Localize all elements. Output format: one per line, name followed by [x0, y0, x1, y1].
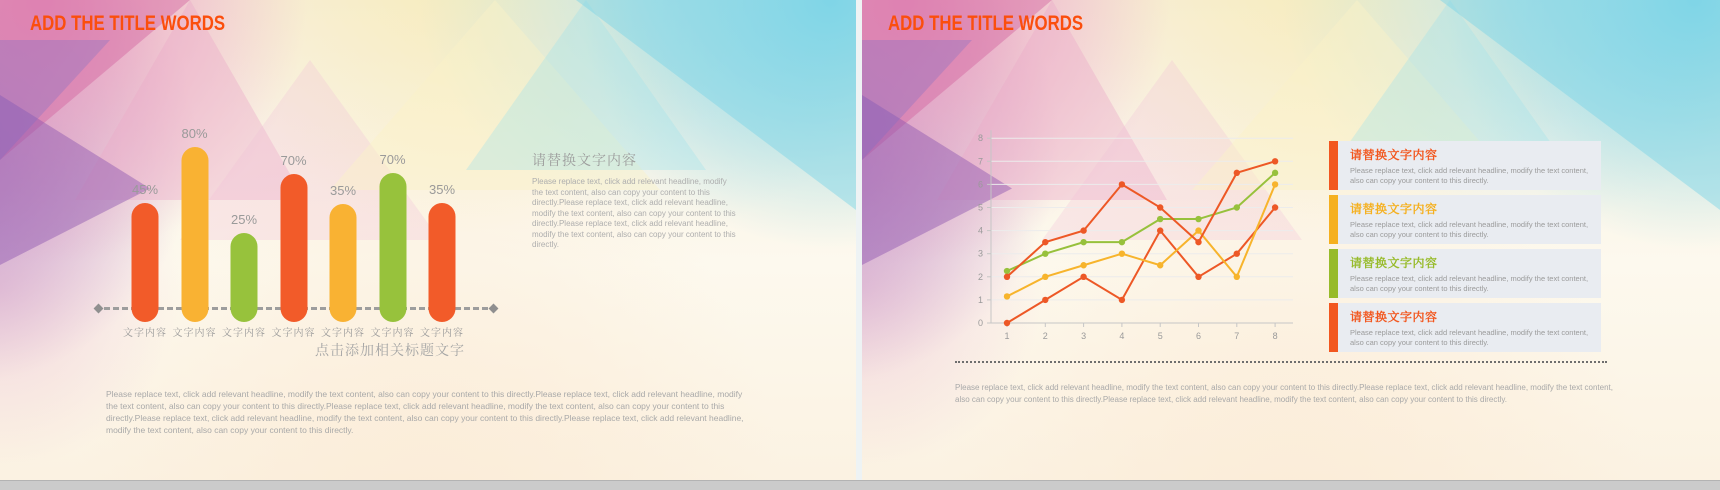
data-point — [1157, 216, 1163, 222]
data-point — [1272, 204, 1278, 210]
x-axis-label: 7 — [1234, 331, 1240, 341]
data-point — [1272, 158, 1278, 164]
x-axis-label: 2 — [1042, 331, 1048, 341]
card-body-text: Please replace text, click add relevant headline, modify the text content, also can copy your content to this directly. — [1350, 220, 1589, 239]
data-point — [1004, 274, 1010, 280]
y-axis-label: 5 — [977, 202, 983, 213]
legend-cards — [1329, 141, 1601, 352]
bar-value-label: 35% — [428, 182, 456, 197]
side-text-block[interactable] — [532, 150, 736, 251]
card-body-text: Please replace text, click add relevant headline, modify the text content, also can copy your content to this directly. — [1350, 166, 1589, 185]
data-point — [1119, 297, 1125, 303]
y-axis-label: 2 — [977, 271, 983, 282]
bottom-paragraph[interactable]: Please replace text, click add relevant headline, modify the text content, also can copy your content to this directly.Please replace text, click add relevant headline, modify the text content, also can copy your content to this directly.Please replace text, click add relevant headline, modify the text content, also can copy your content to this directly.Please replace text, click add relevant headline, modify the text content, also can copy your content to this directly.Please replace text, click add relevant headline, modify the text content, also can copy your content to this directly. — [106, 388, 744, 435]
data-point — [1234, 251, 1240, 257]
data-point — [1195, 239, 1201, 245]
y-axis-label: 7 — [977, 156, 983, 167]
data-point — [1157, 227, 1163, 233]
data-point — [1195, 216, 1201, 222]
slide-title[interactable]: ADD THE TITLE WORDS — [30, 12, 226, 35]
data-point — [1119, 251, 1125, 257]
bar-value-label: 35% — [329, 183, 357, 198]
y-axis-label: 8 — [977, 133, 983, 144]
card-color-bar — [1329, 195, 1338, 244]
data-point — [1195, 274, 1201, 280]
data-point — [1119, 239, 1125, 245]
bar-category-label: 文字内容 — [370, 328, 415, 339]
data-point — [1119, 181, 1125, 187]
card-color-bar — [1329, 303, 1338, 352]
text-card[interactable] — [1329, 141, 1601, 190]
data-point — [1080, 262, 1086, 268]
dotted-separator — [955, 361, 1607, 363]
background-triangle — [0, 40, 110, 160]
bar — [132, 203, 159, 322]
data-point — [1272, 170, 1278, 176]
data-point — [1080, 274, 1086, 280]
bar-value-label: 80% — [181, 126, 208, 141]
bar — [429, 203, 456, 322]
data-point — [1080, 227, 1086, 233]
bar-value-label: 45% — [131, 182, 159, 197]
card-heading: 请替换文字内容 — [1350, 202, 1438, 216]
background-triangle — [466, 0, 706, 170]
data-point — [1042, 251, 1048, 257]
data-point — [1234, 274, 1240, 280]
side-text-heading: 请替换文字内容 — [532, 152, 637, 168]
text-card[interactable] — [1329, 195, 1601, 244]
app-bottom-bar — [0, 480, 1720, 490]
bar — [330, 204, 357, 322]
bar-chart-caption[interactable]: 点击添加相关标题文字 — [315, 342, 465, 358]
y-axis-label: 0 — [977, 318, 983, 328]
series-line — [1007, 173, 1275, 271]
slide-left[interactable] — [0, 0, 856, 480]
card-heading: 请替换文字内容 — [1350, 310, 1438, 324]
x-axis-label: 3 — [1081, 331, 1087, 341]
y-axis-label: 6 — [977, 179, 983, 190]
text-card[interactable] — [1329, 249, 1601, 298]
bar-category-label: 文字内容 — [222, 328, 266, 339]
card-heading: 请替换文字内容 — [1350, 256, 1438, 270]
data-point — [1004, 293, 1010, 299]
text-card[interactable] — [1329, 303, 1601, 352]
bar-category-label: 文字内容 — [321, 328, 365, 339]
bottom-paragraph[interactable]: Please replace text, click add relevant headline, modify the text content, also can copy your content to this directly.Please replace text, click add relevant headline, modify the text content, also can copy your content to this directly.Please replace text, click add relevant headline, modify the text content, also can copy your content to this directly. — [955, 383, 1613, 404]
bar-category-label: 文字内容 — [271, 328, 316, 339]
series-line — [1007, 208, 1275, 324]
bar-value-label: 70% — [280, 153, 307, 168]
data-point — [1004, 320, 1010, 326]
bar-category-label: 文字内容 — [420, 328, 464, 339]
bar — [231, 233, 258, 322]
data-point — [1004, 268, 1010, 274]
y-axis-label: 1 — [977, 294, 983, 305]
bar-chart[interactable] — [98, 128, 490, 340]
data-point — [1042, 239, 1048, 245]
data-point — [1042, 297, 1048, 303]
bar-value-label: 25% — [230, 212, 258, 227]
x-axis-label: 5 — [1157, 331, 1163, 341]
card-body-text: Please replace text, click add relevant headline, modify the text content, also can copy your content to this directly. — [1350, 328, 1589, 347]
bar-category-label: 文字内容 — [123, 328, 167, 339]
y-axis-label: 3 — [977, 248, 983, 259]
bar — [379, 173, 406, 322]
x-axis-label: 6 — [1195, 331, 1202, 341]
data-point — [1157, 204, 1163, 210]
data-point — [1234, 204, 1240, 210]
bar — [280, 174, 307, 322]
bar-value-label: 70% — [379, 152, 406, 167]
bar — [181, 147, 208, 322]
data-point — [1272, 181, 1278, 187]
data-point — [1157, 262, 1163, 268]
data-point — [1080, 239, 1086, 245]
card-color-bar — [1329, 141, 1338, 190]
x-axis-label: 4 — [1119, 331, 1125, 341]
x-axis-label: 1 — [1004, 331, 1010, 341]
slide-title[interactable]: ADD THE TITLE WORDS — [888, 12, 1084, 35]
card-heading: 请替换文字内容 — [1350, 148, 1438, 162]
card-color-bar — [1329, 249, 1338, 298]
data-point — [1042, 274, 1048, 280]
slide-right[interactable] — [862, 0, 1720, 480]
bar-group — [407, 128, 477, 340]
bar-category-label: 文字内容 — [172, 328, 217, 339]
data-point — [1234, 170, 1240, 176]
line-chart[interactable] — [955, 126, 1305, 351]
side-text-body: Please replace text, click add relevant headline, modify the text content, also can copy your content to this directly.Please replace text, click add relevant headline, modify the text content, also can copy your content to this directly.Please replace text, click add relevant headline, modify the text content, also can copy your content to this directly. — [532, 177, 736, 249]
x-axis-label: 8 — [1272, 331, 1278, 341]
y-axis-label: 4 — [977, 225, 983, 236]
data-point — [1195, 227, 1201, 233]
card-body-text: Please replace text, click add relevant headline, modify the text content, also can copy your content to this directly. — [1350, 274, 1589, 293]
